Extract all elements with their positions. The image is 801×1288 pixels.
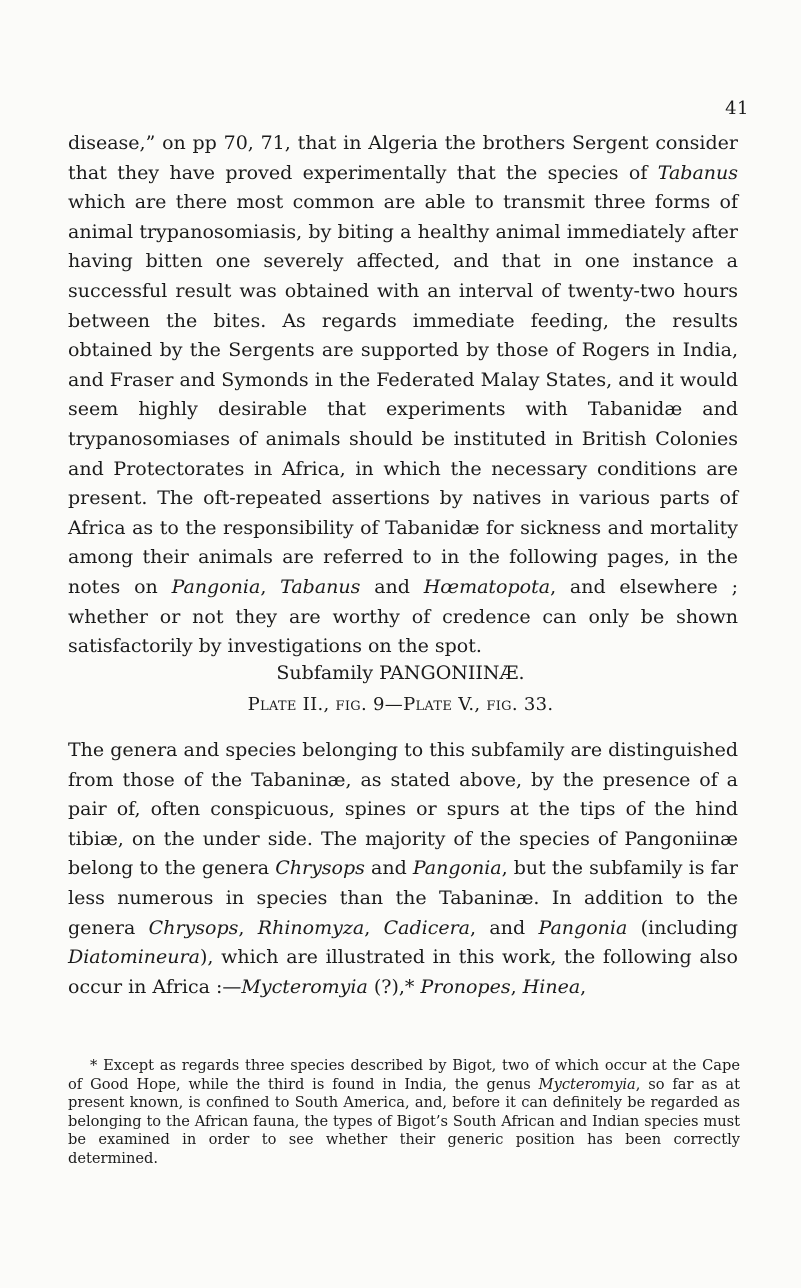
- genus-name: Mycteromyia: [241, 975, 368, 998]
- genus-name: Pangonia: [171, 575, 261, 598]
- genus-name: Mycteromyia: [538, 1075, 636, 1093]
- text-run: , but the subfamily is far less numerous in species than the Tabaninæ. In addition to the genera: [68, 857, 738, 939]
- genus-name: Chrysops: [148, 916, 239, 939]
- text-run: , and elsewhere ; whether or not they are worthy of credence can only be shown satisfactorily by investigations on the spot.: [68, 575, 738, 658]
- genus-name: Hœmatopota: [423, 575, 551, 598]
- text-run: ,: [364, 916, 384, 939]
- text-run: ,: [510, 975, 523, 998]
- text-run: disease,” on pp 70, 71, that in Algeria the brothers Sergent consider that they have proved experimentally that the species of: [68, 132, 738, 184]
- genus-name: Chrysops: [275, 857, 365, 880]
- genus-name: Pronopes: [420, 975, 511, 998]
- text-run: ,: [238, 916, 258, 939]
- footnote: [68, 1057, 740, 1168]
- genus-name: Hinea: [522, 975, 581, 998]
- text-run: and: [364, 857, 413, 880]
- text-run: , so far as at present known, is confined to South America, and, before it can definitely be regarded as belonging to the African fauna, the types of Bigot’s South African and Indian species must be examined in order to see whether their generic position has been correctly determined.: [68, 1075, 740, 1167]
- genus-name: Pangonia: [412, 857, 502, 880]
- page-number: 41: [725, 98, 749, 119]
- text-run: , and: [470, 916, 539, 939]
- plate-reference: Plate II., fig. 9—Plate V., fig. 33.: [247, 694, 554, 715]
- genus-name: Cadicera: [383, 916, 471, 939]
- text-run: ,: [260, 575, 281, 598]
- text-run: ), which are illustrated in this work, the following also occur in Africa :—: [68, 946, 738, 998]
- text-run: (including: [627, 916, 738, 939]
- genus-name: Pangonia: [538, 916, 628, 939]
- text-run: The genera and species belonging to this subfamily are distinguished from those of the Tabaninæ, as stated above, by the presence of a pair of, often conspicuous, spines or spurs at the tips of the hind tibiæ, on the under side. The majority of the species of Pangoniinæ belong to the genera: [68, 739, 738, 880]
- genus-name: Diatomineura: [68, 946, 200, 969]
- section-heading: Subfamily PANGONIINÆ.: [276, 662, 525, 684]
- text-run: which are there most common are able to transmit three forms of animal trypanosomiasis, by biting a healthy animal immediately after having bitten one severely affected, and that in one instance a successful result was obtained with an interval of twenty-two hours between the bites. As regards immediate feeding, the results obtained by the Sergents are supported by those of Rogers in India, and Fraser and Symonds in the Federated Malay States, and it would seem highly desirable that experiments with Tabanidæ and trypanosomiases of animals should be instituted in British Colonies and Protectorates in Africa, in which the necessary conditions are present. The oft-repeated assertions by natives in various parts of Africa as to the responsibility of Tabanidæ for sickness and mortality among their animals are referred to in the following pages, in the notes on: [68, 191, 738, 598]
- text-run: * Except as regards three species described by Bigot, two of which occur at the Cape of Good Hope, while the third is found in India, the genus: [68, 1057, 740, 1093]
- text-run: (?),*: [367, 975, 421, 998]
- genus-name: Tabanus: [657, 161, 738, 184]
- genus-name: Rhinomyza: [257, 916, 365, 939]
- body-paragraph-1: [68, 129, 738, 662]
- genus-name: Tabanus: [280, 575, 361, 598]
- text-run: and: [360, 575, 424, 598]
- body-paragraph-2: [68, 736, 738, 1002]
- text-run: ,: [580, 975, 587, 998]
